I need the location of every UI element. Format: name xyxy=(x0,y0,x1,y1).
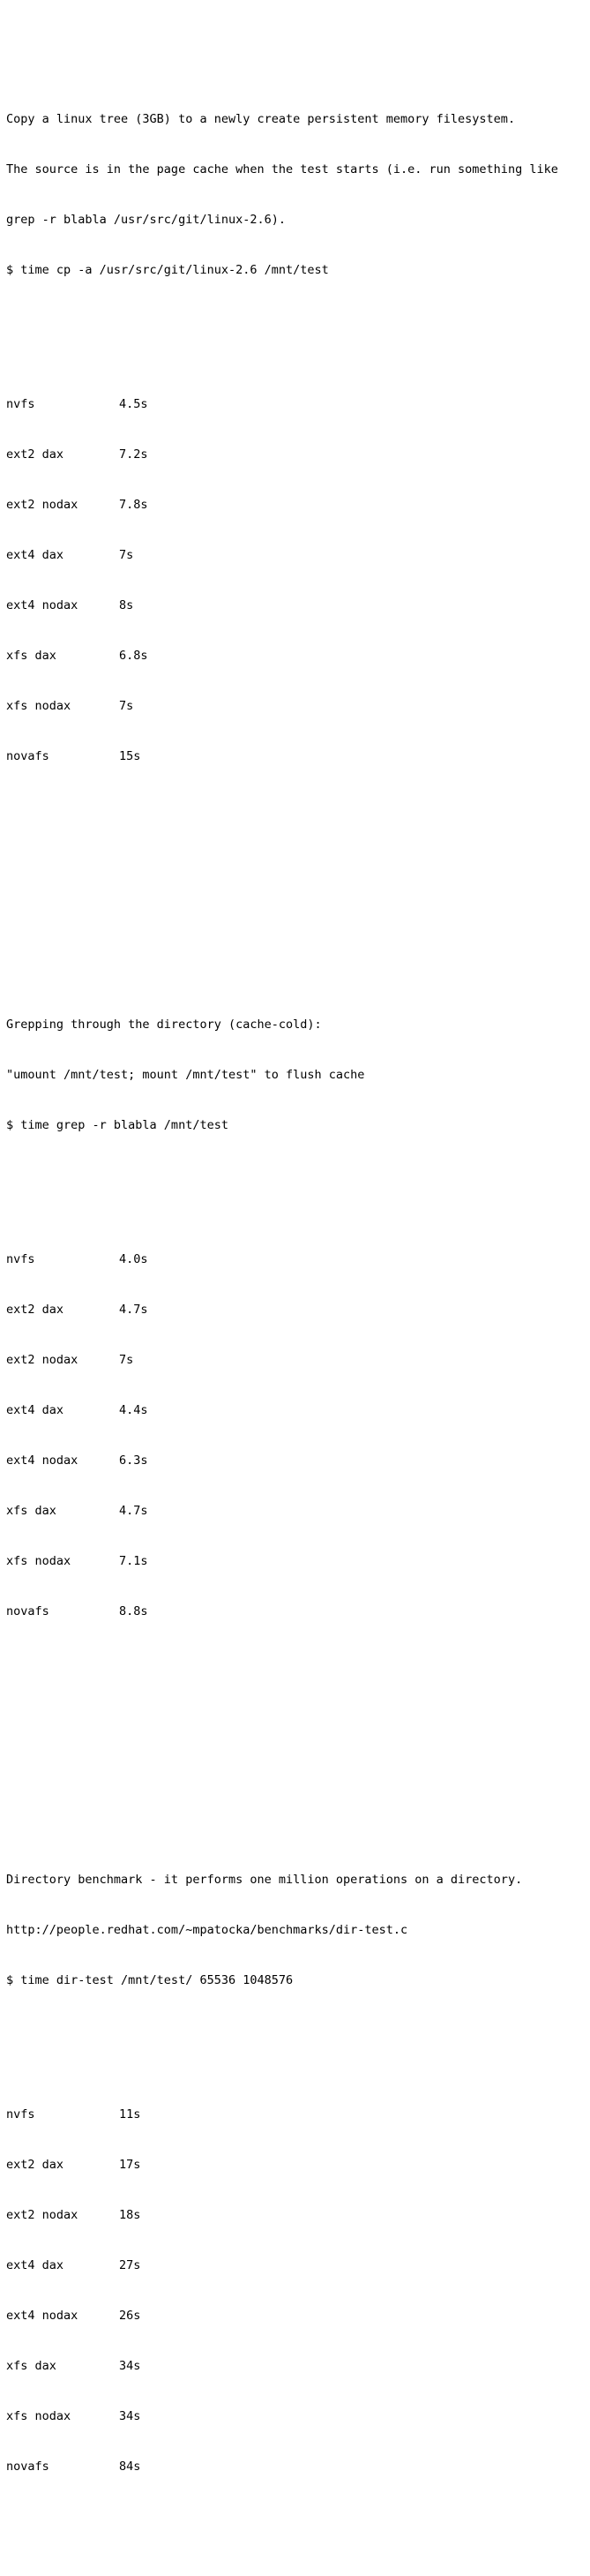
intro-line: Copy a linux tree (3GB) to a newly create persistent memory filesystem. xyxy=(6,112,516,126)
intro-line: Grepping through the directory (cache-cold): xyxy=(6,1018,322,1032)
section-gap xyxy=(6,882,584,916)
time-value: 84s xyxy=(119,2460,141,2474)
benchmark-url: http://people.redhat.com/~mpatocka/benchmarks/dir-test.c xyxy=(6,1923,408,1937)
time-value: 6.8s xyxy=(119,649,148,663)
result-row xyxy=(6,1603,584,1620)
intro-line: grep -r blabla /usr/src/git/linux-2.6). xyxy=(6,213,286,227)
time-value: 15s xyxy=(119,749,141,763)
result-row xyxy=(6,447,584,463)
benchmark-document xyxy=(6,11,584,2576)
time-value: 4.7s xyxy=(119,1504,148,1518)
result-row xyxy=(6,748,584,765)
time-value: 34s xyxy=(119,2359,141,2373)
result-row xyxy=(6,2408,584,2425)
filesystem-name: xfs nodax xyxy=(6,1554,71,1568)
time-value: 27s xyxy=(119,2258,141,2272)
directory-benchmark-section xyxy=(6,1838,584,2542)
filesystem-name: xfs dax xyxy=(6,2359,56,2373)
filesystem-name: ext2 dax xyxy=(6,1303,64,1317)
result-row xyxy=(6,1553,584,1570)
intro-line: Directory benchmark - it performs one million operations on a directory. xyxy=(6,1873,523,1887)
time-value: 18s xyxy=(119,2208,141,2222)
filesystem-name: novafs xyxy=(6,749,49,763)
result-row xyxy=(6,2157,584,2174)
time-value: 6.3s xyxy=(119,1453,148,1468)
filesystem-name: ext2 dax xyxy=(6,447,64,462)
result-row xyxy=(6,2358,584,2375)
filesystem-name: ext4 dax xyxy=(6,548,64,562)
time-value: 7.1s xyxy=(119,1554,148,1568)
command-line: $ time cp -a /usr/src/git/linux-2.6 /mnt/test xyxy=(6,263,329,277)
result-row xyxy=(6,2107,584,2123)
filesystem-name: xfs dax xyxy=(6,1504,56,1518)
blank-line xyxy=(6,2023,584,2039)
result-row xyxy=(6,1302,584,1318)
filesystem-name: ext2 dax xyxy=(6,2158,64,2172)
filesystem-name: ext2 nodax xyxy=(6,2208,78,2222)
results-table xyxy=(6,2073,584,2509)
results-table xyxy=(6,1218,584,1654)
filesystem-name: xfs dax xyxy=(6,649,56,663)
grep-benchmark-section xyxy=(6,983,584,1687)
filesystem-name: nvfs xyxy=(6,2107,35,2122)
filesystem-name: ext4 dax xyxy=(6,1403,64,1417)
time-value: 17s xyxy=(119,2158,141,2172)
filesystem-name: nvfs xyxy=(6,397,35,411)
result-row xyxy=(6,1352,584,1369)
command-line: $ time grep -r blabla /mnt/test xyxy=(6,1118,228,1132)
time-value: 7s xyxy=(119,699,134,713)
filesystem-name: ext4 nodax xyxy=(6,1453,78,1468)
intro-line: The source is in the page cache when the test starts (i.e. run something like xyxy=(6,162,558,176)
filesystem-name: ext4 nodax xyxy=(6,2309,78,2323)
time-value: 4.5s xyxy=(119,397,148,411)
filesystem-name: ext2 nodax xyxy=(6,498,78,512)
result-row xyxy=(6,2257,584,2274)
filesystem-name: ext4 nodax xyxy=(6,598,78,612)
time-value: 7.2s xyxy=(119,447,148,462)
filesystem-name: xfs nodax xyxy=(6,699,71,713)
time-value: 4.7s xyxy=(119,1303,148,1317)
filesystem-name: nvfs xyxy=(6,1252,35,1266)
blank-line xyxy=(6,1168,584,1184)
time-value: 7s xyxy=(119,1353,134,1367)
filesystem-name: novafs xyxy=(6,2460,49,2474)
time-value: 7.8s xyxy=(119,498,148,512)
command-line: $ time dir-test /mnt/test/ 65536 1048576 xyxy=(6,1973,294,1987)
intro-line: "umount /mnt/test; mount /mnt/test" to flush cache xyxy=(6,1068,365,1082)
result-row xyxy=(6,547,584,564)
time-value: 7s xyxy=(119,548,134,562)
result-row xyxy=(6,2459,584,2475)
time-value: 8.8s xyxy=(119,1604,148,1618)
result-row xyxy=(6,698,584,715)
result-row xyxy=(6,1453,584,1469)
result-row xyxy=(6,2207,584,2224)
result-row xyxy=(6,597,584,614)
time-value: 34s xyxy=(119,2409,141,2423)
section-gap xyxy=(6,1738,584,1771)
time-value: 4.0s xyxy=(119,1252,148,1266)
filesystem-name: ext2 nodax xyxy=(6,1353,78,1367)
time-value: 11s xyxy=(119,2107,141,2122)
filesystem-name: ext4 dax xyxy=(6,2258,64,2272)
result-row xyxy=(6,1251,584,1268)
result-row xyxy=(6,1402,584,1419)
result-row xyxy=(6,497,584,514)
time-value: 26s xyxy=(119,2309,141,2323)
copy-benchmark-section xyxy=(6,78,584,832)
time-value: 4.4s xyxy=(119,1403,148,1417)
result-row xyxy=(6,2308,584,2324)
result-row xyxy=(6,396,584,413)
results-table xyxy=(6,363,584,799)
result-row xyxy=(6,1503,584,1520)
time-value: 8s xyxy=(119,598,134,612)
filesystem-name: novafs xyxy=(6,1604,49,1618)
blank-line xyxy=(6,312,584,329)
filesystem-name: xfs nodax xyxy=(6,2409,71,2423)
result-row xyxy=(6,648,584,665)
